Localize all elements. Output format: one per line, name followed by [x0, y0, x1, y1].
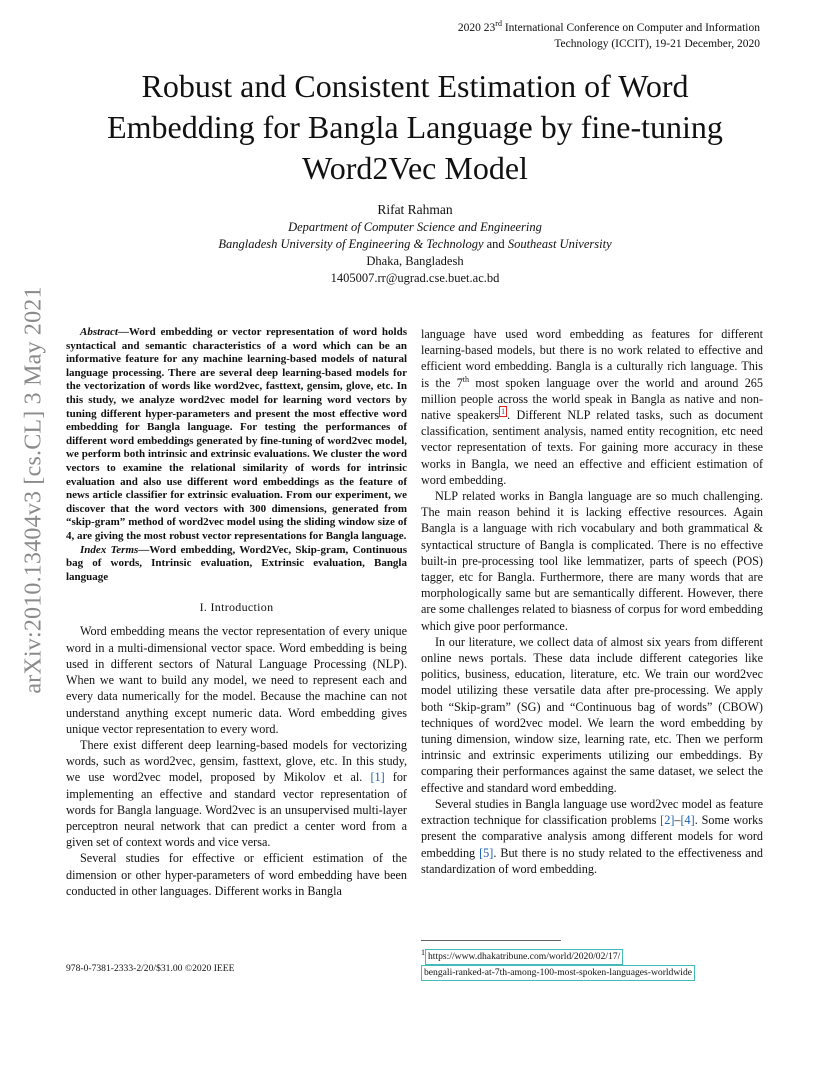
author-name: Rifat Rahman: [377, 202, 453, 217]
author-affiliation: Bangladesh University of Engineering & Technology and Southeast University: [218, 237, 612, 251]
intro-paragraph-3: Several studies for effective or efficient estimation of the dimension or other hyper-parameters of word embedding have been conducted in other languages. Different works in Bangla: [66, 851, 407, 898]
conference-header: [400, 20, 760, 52]
right-paragraph-3: In our literature, we collect data of almost six years from different online news portals. These data include different categories like politics, business, education, literature, etc. We train our word2vec model utilizing these versatile data after pre-processing. We apply both “Skip-gram” (SG) and “Continuous bag of words” (CBOW) techniques of word2vec model. We learn the word embedding by tuning dimension, window size, learning rate, etc. Then we perform intrinsic and extrinsic experiments utilizing our embeddings. By comparing their performances against the same dataset, we select the effective and standard word embedding.: [421, 634, 763, 795]
footnote-rule: [421, 940, 561, 941]
footnote-ref-1[interactable]: 1: [501, 406, 506, 416]
abstract: [66, 326, 407, 584]
section-heading-introduction: I. Introduction: [199, 600, 274, 615]
author-block: [80, 201, 750, 287]
citation-1[interactable]: [1]: [370, 770, 385, 785]
conference-line-1: 2020 23rd International Conference on Computer and Information: [457, 19, 760, 34]
right-paragraph-1: language have used word embedding as features for different learning-based models, but there is no work related to effective and efficient word embedding. Bangla is a culturally rich language. This is the 7th most spoken language over the world and around 265 million people across the world speak in Bangla as native and non-native speakers $^1$ . Different NLP related tasks, such as document classification, sentiment analysis, named entity recognition, etc need vector representation of texts. For gaining more accuracy in these works in Bangla, we need an effective and efficient estimation of word embedding.: [421, 327, 763, 487]
author-city: Dhaka, Bangladesh: [366, 254, 464, 268]
intro-paragraph-2: There exist different deep learning-based models for vectorizing words, such as word2vec, gensim, fasttext, glove, etc. In this study, we use word2vec model, proposed by Mikolov et al. [1] for implementing an effective and standard vector representation of words for Bangla language. Word2vec is an unsupervised multi-layer perceptron neural network that can predict a center word from a given set of context words and vice versa.: [66, 737, 407, 850]
author-department: Department of Computer Science and Engineering: [288, 220, 542, 234]
citation-5[interactable]: [5]: [479, 845, 494, 860]
title-line-1: Robust and Consistent Estimation of Word: [141, 68, 689, 104]
abstract-label: Abstract: [80, 326, 118, 338]
right-column: [421, 326, 763, 877]
paper-title: [60, 66, 770, 189]
title-line-3: Word2Vec Model: [302, 150, 528, 186]
citation-4[interactable]: [4]: [680, 813, 695, 828]
citation-2[interactable]: [2]: [660, 813, 675, 828]
arxiv-identifier[interactable]: arXiv:2010.13404v3 [cs.CL] 3 May 2021: [20, 286, 47, 694]
abstract-text: —Word embedding or vector representation of word holds syntactical and semantic characteristics of a word which can be an informative feature for any machine learning-based models of natural language processing. There are several deep learning-based models for the vectorization of words like word2vec, fasttext, gensim, glove, etc. In this study, we analyze word2vec model for learning word vectors by tuning different hyper-parameters and present the most effective word embedding for Bangla language. For testing the performances of different word embeddings generated by fine-tuning of word2vec model, we perform both intrinsic and extrinsic evaluations. We cluster the word vectors to examine the relational similarity of words for intrinsic evaluation and also use different word embeddings as the feature of news article classifier for extrinsic evaluation. From our experiment, we discover that the word vectors with 300 dimensions, generated from “skip-gram” method of word2vec model using the sliding window size of 4, are giving the most robust vector representations for Bangla language.: [66, 326, 407, 542]
conference-line-2: Technology (ICCIT), 19-21 December, 2020: [554, 38, 760, 50]
title-line-2: Embedding for Bangla Language by fine-tuning: [107, 109, 723, 145]
index-terms: Index Terms—Word embedding, Word2Vec, Skip-gram, Continuous bag of words, Intrinsic evaluation, Extrinsic evaluation, Bangla language: [66, 543, 407, 583]
footnote-mark: 1: [421, 948, 425, 957]
copyright-notice: 978-0-7381-2333-2/20/$31.00 ©2020 IEEE: [66, 963, 235, 974]
footnote: [421, 946, 763, 981]
left-column: [66, 326, 407, 899]
footnote-link-line-2[interactable]: bengali-ranked-at-7th-among-100-most-spoken-languages-worldwide: [421, 965, 695, 981]
footnote-link-line-1[interactable]: https://www.dhakatribune.com/world/2020/02/17/: [425, 949, 623, 965]
right-paragraph-4: Several studies in Bangla language use word2vec model as feature extraction technique for classification problems [2]–[4]. Some works present the comparative analysis among different models for word embedding [5]. But there is no study related to the effectiveness and standardization of word embedding.: [421, 796, 764, 876]
arxiv-sidebar: [14, 286, 54, 694]
intro-paragraph-1: Word embedding means the vector representation of every unique word in a multi-dimensional vector space. Word embedding is being used in different sectors of Natural Language Processing (NLP). When we want to build any model, we need to represent each and every data numerically for the model. Because the machine can not understand anything except numeric data. Word embedding gives unique vector representation to every word.: [66, 624, 407, 736]
right-paragraph-2: NLP related works in Bangla language are so much challenging. The main reason behind it is lacking effective resources. Again Bangla is a language with rich vocabulary and both grammatical & syntactical structure of Bangla is complicated. There is no effective built-in pre-processing tool like lemmatizer, parts of speech (POS) tagger, etc for Bangla. Furthermore, there are many words that are morphologically same but are semantically different. However, there are some challenges related to biasness of corpus for word embedding which give poor performance.: [421, 489, 763, 633]
author-email[interactable]: 1405007.rr@ugrad.cse.buet.ac.bd: [330, 271, 500, 285]
